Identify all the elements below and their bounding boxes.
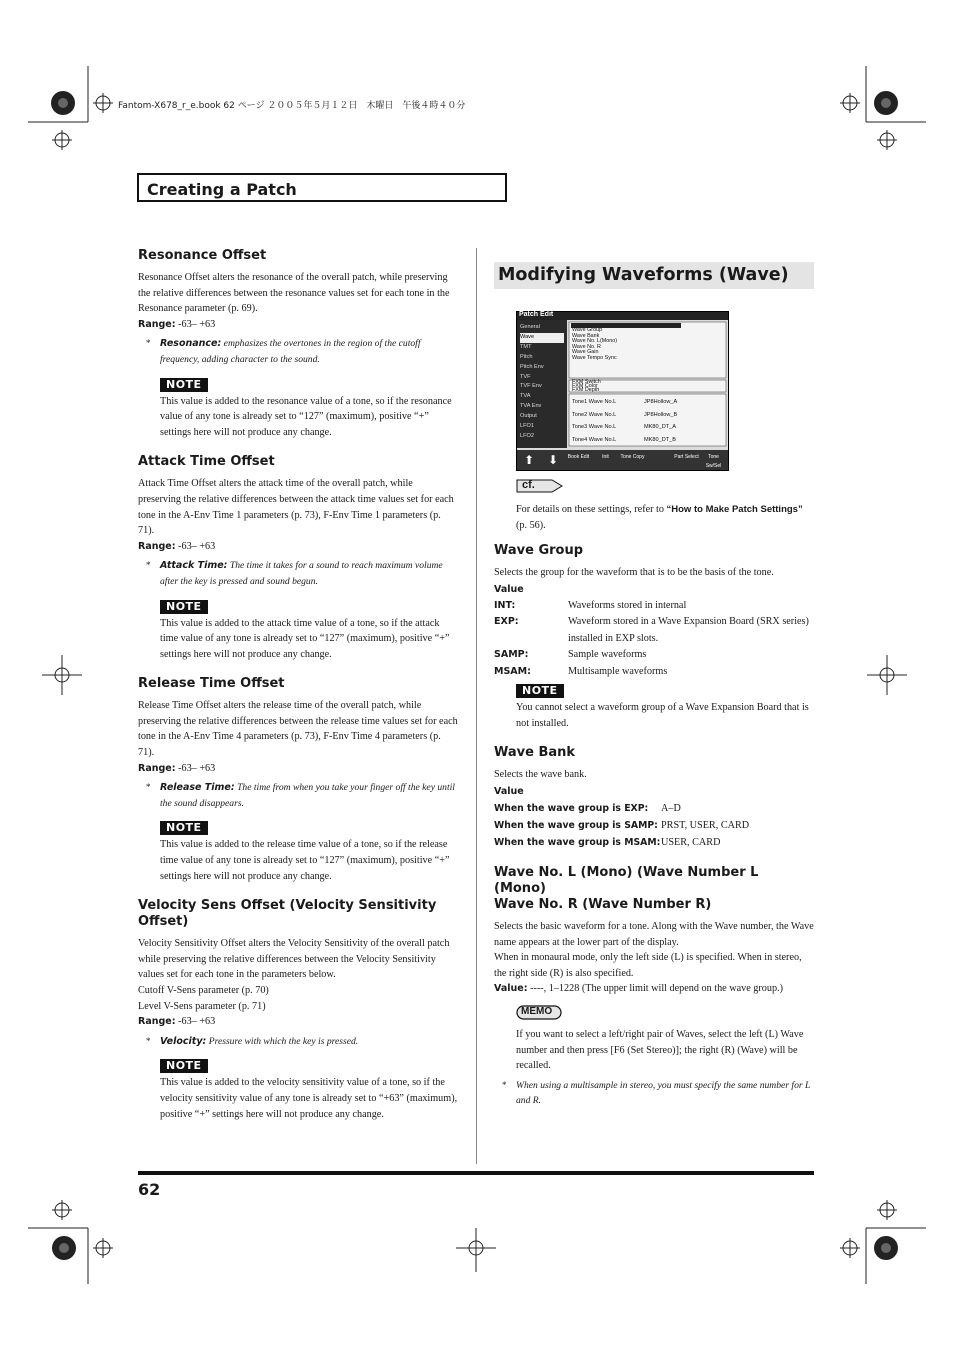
note-label: NOTE: [160, 1059, 208, 1073]
tab-pitch[interactable]: Pitch: [520, 353, 533, 360]
section-title: Wave Group: [494, 543, 584, 559]
init-button[interactable]: Init: [602, 454, 609, 460]
note-label: NOTE: [160, 821, 208, 835]
param-wave-no-r[interactable]: Wave No. R: [572, 343, 601, 350]
section-title: Wave Bank: [494, 745, 576, 761]
param-wave-gain[interactable]: Wave Gain: [572, 349, 599, 356]
page-number: 62: [138, 1180, 161, 1199]
part-select-button[interactable]: Part Select: [674, 454, 699, 460]
section-body: Selects the wave bank.: [494, 769, 587, 781]
param-ref: Cutoff V-Sens parameter (p. 70): [138, 985, 269, 996]
screen-function-buttons: [517, 451, 728, 469]
note-label: NOTE: [160, 600, 208, 614]
cf-label: cf.: [522, 479, 535, 491]
screen-title: Patch Edit: [519, 311, 554, 318]
blank-button[interactable]: [646, 451, 673, 469]
value-label: Value: [494, 786, 524, 798]
section-body: Selects the basic waveform for a tone. Along with the Wave number, the Wave name appears at the lower part of the display.: [494, 921, 814, 948]
section-wave-bank: [494, 745, 814, 851]
section-title: Attack Time Offset: [138, 454, 275, 470]
footer-rule: [138, 1171, 814, 1175]
tone-value[interactable]: JP8Hollow_B: [644, 411, 678, 418]
memo-text: If you want to select a left/right pair of Waves, select the left (L) Wave number and then press [F6 (Set Stereo)]; the right (R) (Wave) will be recalled.: [516, 1029, 804, 1072]
range-line: Range: -63– +63: [138, 540, 216, 552]
memo-label: MEMO: [521, 1006, 553, 1018]
section-body: Selects the group for the waveform that is to be the basis of the tone.: [494, 567, 774, 579]
bullet-definition: * Resonance: emphasizes the overtones in the region of the cutoff frequency, adding character to the sound.: [146, 338, 421, 365]
file-header: Fantom-X678_r_e.book 62 ページ ２００５年５月１２日 木曜日 午後４時４０分: [118, 101, 466, 111]
value-line: Value: ----, 1–1228 (The upper limit will depend on the wave group.): [494, 983, 783, 995]
value-row: When the wave group is MSAM: USER, CARD: [494, 837, 721, 849]
section-heading-box: [494, 262, 814, 289]
param-wave-group[interactable]: Wave Group: [572, 327, 603, 333]
note-label: NOTE: [516, 684, 564, 698]
note-label: NOTE: [160, 378, 208, 392]
value-row: EXP: Waveform stored in a Wave Expansion Board (SRX series) installed in EXP slots.: [494, 616, 809, 644]
section-release-time-offset: [138, 676, 458, 884]
note-text: You cannot select a waveform group of a Wave Expansion Board that is not installed.: [516, 702, 809, 729]
tone-value[interactable]: JP8Hollow_A: [644, 399, 678, 405]
tone-label: Tone2 Wave No.L: [572, 411, 617, 418]
tab-lfo2[interactable]: LFO2: [520, 432, 534, 439]
cf-text: For details on these settings, refer to “How to Make Patch Settings” (p. 56).: [516, 504, 803, 531]
tone-label: Tone4 Wave No.L: [572, 436, 617, 443]
section-wave-number: [494, 865, 814, 1109]
section-wave-group: [494, 543, 814, 731]
param-wave-bank[interactable]: Wave Bank: [572, 332, 600, 339]
tab-tva[interactable]: TVA: [520, 393, 531, 400]
tab-tvf[interactable]: TVF: [520, 373, 531, 380]
note-text: This value is added to the attack time value of a tone, so if the attack time value of any tone is already set to “127” (maximum), positive “+” settings here will not produce any change.: [160, 617, 450, 660]
range-line: Range: -63– +63: [138, 762, 216, 774]
note-text: This value is added to the release time value of a tone, so if the release time value of any tone is already set to “127” (maximum), positive “+” settings here will not produce any change.: [160, 839, 450, 882]
tab-wave[interactable]: Wave: [520, 333, 564, 343]
cf-tag: [516, 479, 564, 498]
tab-pitch-env[interactable]: Pitch Env: [520, 363, 544, 370]
param-ref: Level V-Sens parameter (p. 71): [138, 1000, 266, 1012]
cf-link[interactable]: “How to Make Patch Settings”: [666, 504, 803, 515]
tab-tva-env[interactable]: TVA Env: [520, 403, 542, 410]
param-fxm-color[interactable]: FXM Color: [572, 383, 598, 390]
chapter-title-box: [137, 173, 507, 202]
section-title: Resonance Offset: [138, 248, 267, 263]
screen-tone-list: [572, 396, 722, 446]
arrow-up-button[interactable]: ⬆: [523, 453, 535, 467]
value-row: SAMP: Sample waveforms: [494, 649, 647, 661]
screen-tab-list: [520, 323, 564, 442]
value-row: When the wave group is SAMP: PRST, USER, CARD: [494, 820, 750, 832]
patch-edit-screen: [516, 311, 729, 471]
note-text: This value is added to the velocity sensitivity value of a tone, so if the velocity sensitivity value of any tone is already set to “+63” (maximum), positive “+” settings here will not produce any change.: [160, 1077, 458, 1120]
tab-tmt[interactable]: TMT: [520, 343, 532, 350]
right-column: [494, 262, 814, 1123]
section-attack-time-offset: [138, 454, 458, 662]
tone-label: Tone1 Wave No.L: [572, 399, 617, 405]
tone-copy-button[interactable]: Tone Copy: [620, 454, 645, 460]
tone-value[interactable]: MK80_DT_B: [644, 436, 677, 443]
tab-lfo1[interactable]: LFO1: [520, 423, 534, 430]
screen-fxm-list: [572, 380, 646, 393]
tab-general[interactable]: General: [520, 324, 540, 330]
tab-output[interactable]: Output: [520, 413, 537, 420]
tone-value[interactable]: MK80_DT_A: [644, 424, 677, 430]
column-divider: [476, 248, 477, 1164]
param-fxm-depth[interactable]: FXM Depth: [572, 387, 600, 394]
param-wave-no-l[interactable]: Wave No. L(Mono): [572, 338, 618, 345]
bullet-definition: * Release Time: The time from when you take your finger off the key until the sound disappears.: [146, 782, 455, 809]
value-row: INT: Waveforms stored in internal: [494, 599, 687, 611]
value-row: When the wave group is EXP: A–D: [494, 803, 681, 815]
range-line: Range: -63– +63: [138, 318, 216, 330]
section-title: Release Time Offset: [138, 676, 285, 692]
section-title: Velocity Sens Offset (Velocity Sensitivity Offset): [138, 898, 437, 930]
section-body: Resonance Offset alters the resonance of the overall patch, while preserving the relative differences between the resonance values set for each tone in the Resonance parameter (p. 69).: [138, 272, 450, 315]
tone-sw-sel-button[interactable]: Tone Sw/Sel: [705, 454, 722, 469]
value-row: MSAM: Multisample waveforms: [494, 665, 668, 677]
section-heading: Modifying Waveforms (Wave): [498, 265, 789, 285]
tab-tvf-env[interactable]: TVF Env: [520, 383, 542, 390]
left-column: [138, 248, 458, 1136]
book-edit-button[interactable]: Book Edit: [567, 454, 590, 460]
chapter-title: Creating a Patch: [147, 180, 297, 199]
bullet-definition: * Attack Time: The time it takes for a sound to reach maximum volume after the key is pressed and sound begun.: [146, 560, 443, 587]
value-label: Value: [494, 583, 524, 595]
screen-param-list: [572, 328, 646, 362]
tone-label: Tone3 Wave No.L: [572, 424, 617, 430]
param-wave-tempo-sync[interactable]: Wave Tempo Sync: [572, 354, 617, 361]
param-fxm-switch[interactable]: FXM Switch: [572, 379, 601, 385]
footnote: * When using a multisample in stereo, you must specify the same number for L and R.: [502, 1079, 811, 1107]
arrow-down-button[interactable]: ⬇: [547, 453, 559, 467]
section-resonance-offset: [138, 248, 458, 440]
section-body: Release Time Offset alters the release time of the overall patch, while preserving the relative differences between the release time values set for each tone in the A-Env Time 4 parameters (p. 73), F-Env Time 4 parameters (p. 71).: [138, 700, 458, 759]
section-body: Velocity Sensitivity Offset alters the Velocity Sensitivity of the overall patch while preserving the relative differences between the Velocity Sensitivity values set for each tone in the parameters below.: [138, 938, 450, 981]
section-body: When in monaural mode, only the left side (L) is specified. When in stereo, the right side (R) is also specified.: [494, 952, 802, 979]
range-line: Range: -63– +63: [138, 1016, 216, 1028]
section-title: Wave No. L (Mono) (Wave Number L (Mono) Wave No. R (Wave Number R): [494, 865, 759, 913]
section-velocity-sens-offset: [138, 898, 458, 1122]
section-body: Attack Time Offset alters the attack time of the overall patch, while preserving the relative differences between the attack time values set for each tone in the A-Env Time 1 parameters (p. 73), F-Env Time 1 parameters (p. 71).: [138, 478, 454, 537]
memo-tag: [516, 1005, 562, 1020]
note-text: This value is added to the resonance value of a tone, so if the resonance value of any tone is already set to “127” (maximum), positive “+” settings here will not produce any change.: [160, 395, 452, 438]
bullet-definition: * Velocity: Pressure with which the key is pressed.: [146, 1035, 359, 1047]
